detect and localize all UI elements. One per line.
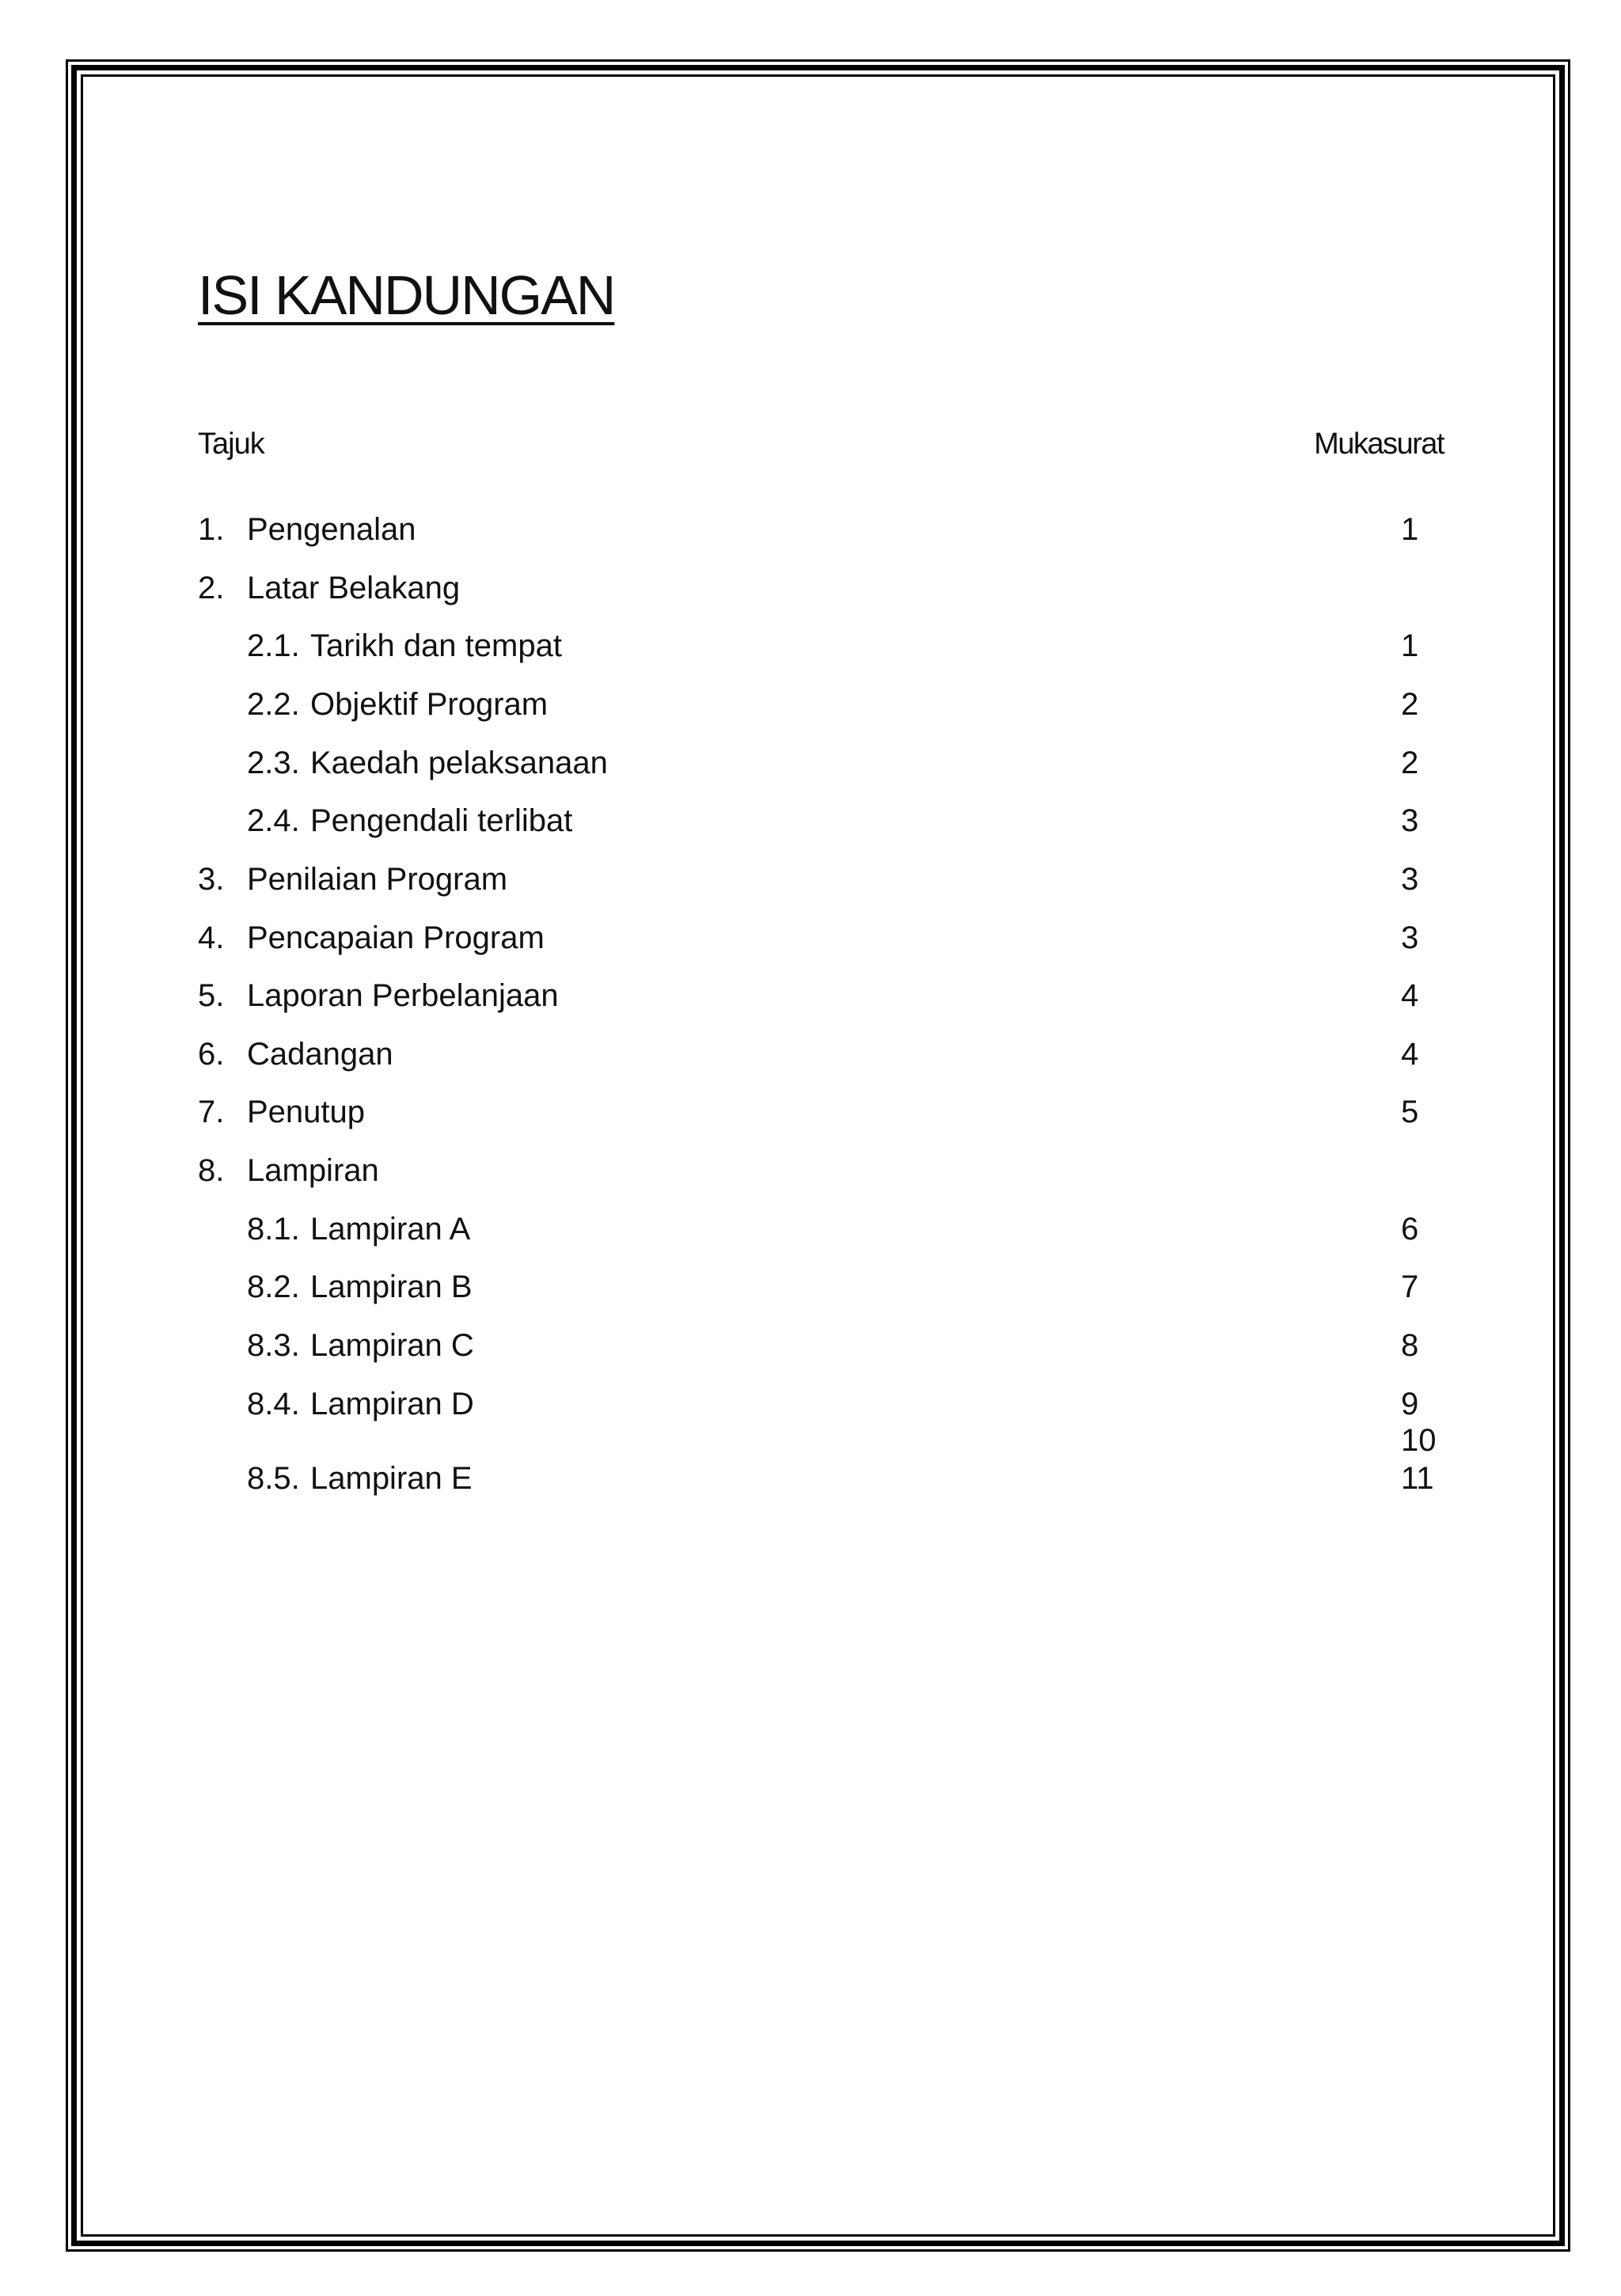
toc-entry-label: Lampiran B (310, 1269, 473, 1304)
toc-entry-number: 2. (198, 571, 225, 605)
toc-entry-label: Latar Belakang (247, 571, 461, 605)
toc-entry-number: 8.4. (247, 1387, 300, 1421)
toc-entry-page: 6 (1401, 1212, 1419, 1247)
toc-entry-label: Pengenalan (247, 512, 416, 547)
toc-entry-page: 11 (1401, 1461, 1434, 1496)
toc-entry-page-extra: 10 (1401, 1423, 1437, 1458)
toc-entry-number: 1. (198, 512, 225, 547)
page-title: ISI KANDUNGAN (198, 264, 615, 326)
toc-entry-label: Pengendali terlibat (310, 803, 573, 838)
toc-entry-label: Laporan Perbelanjaan (247, 978, 559, 1013)
toc-entry-page: 2 (1401, 687, 1419, 722)
toc-entry-label: Objektif Program (310, 687, 549, 722)
toc-entry-label: Tarikh dan tempat (310, 628, 562, 663)
toc-entry-number: 8.2. (247, 1269, 300, 1304)
toc-entry-label: Lampiran C (310, 1328, 474, 1363)
toc-entry-label: Lampiran A (310, 1212, 471, 1247)
column-header-title: Tajuk (198, 427, 264, 461)
toc-entry-number: 2.1. (247, 628, 300, 663)
toc-entry-page: 4 (1401, 1037, 1419, 1072)
toc-entry-label: Lampiran D (310, 1387, 474, 1421)
toc-entry-page: 9 (1401, 1387, 1419, 1421)
toc-entry-number: 2.3. (247, 746, 300, 780)
column-header-page: Mukasurat (1314, 427, 1444, 461)
toc-entry-number: 6. (198, 1037, 225, 1072)
toc-entry-page: 5 (1401, 1095, 1419, 1129)
toc-entry-page: 2 (1401, 746, 1419, 780)
toc-entry-number: 4. (198, 920, 225, 955)
toc-entry-label: Penutup (247, 1095, 366, 1129)
toc-entry-number: 8.1. (247, 1212, 300, 1247)
toc-entry-number: 2.2. (247, 687, 300, 722)
toc-entry-page: 1 (1401, 628, 1419, 663)
toc-entry-page: 8 (1401, 1328, 1419, 1363)
toc-entry-label: Lampiran E (310, 1461, 473, 1496)
toc-entry-page: 7 (1401, 1269, 1419, 1304)
toc-entry-label: Pencapaian Program (247, 920, 545, 955)
toc-entry-number: 7. (198, 1095, 225, 1129)
toc-entry-page: 4 (1401, 978, 1419, 1013)
toc-entry-page: 3 (1401, 920, 1419, 955)
toc-entry-number: 3. (198, 862, 225, 897)
toc-entry-number: 2.4. (247, 803, 300, 838)
toc-entry-page: 3 (1401, 862, 1419, 897)
toc-entry-number: 5. (198, 978, 225, 1013)
toc-entry-label: Cadangan (247, 1037, 393, 1072)
toc-entry-number: 8.3. (247, 1328, 300, 1363)
toc-entry-page: 3 (1401, 803, 1419, 838)
toc-entry-number: 8. (198, 1153, 225, 1188)
toc-entry-page: 1 (1401, 512, 1419, 547)
toc-entry-label: Lampiran (247, 1153, 379, 1188)
toc-entry-number: 8.5. (247, 1461, 300, 1496)
toc-entry-label: Kaedah pelaksanaan (310, 746, 608, 780)
toc-entry-label: Penilaian Program (247, 862, 508, 897)
